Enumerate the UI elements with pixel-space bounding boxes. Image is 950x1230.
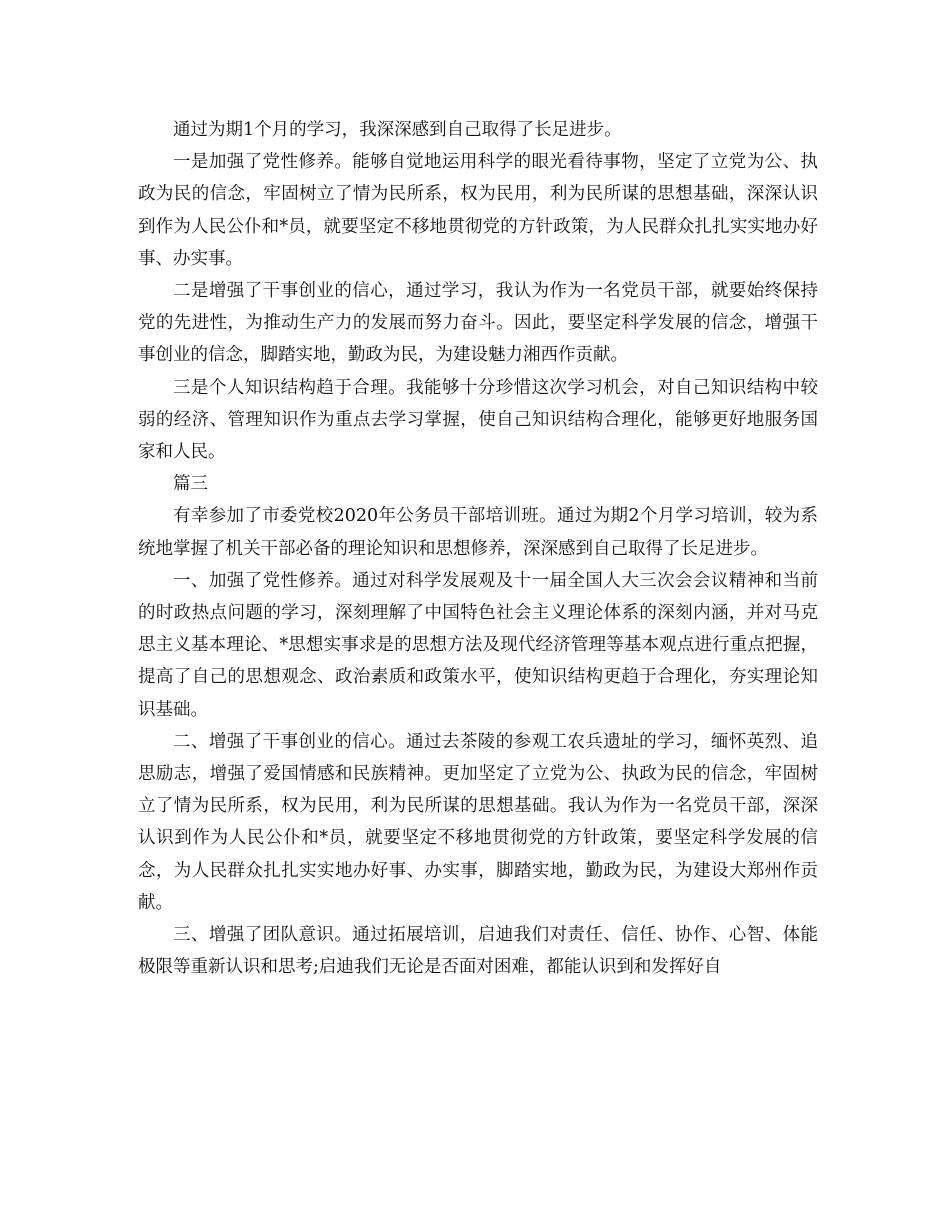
paragraph-point-three: 三、增强了团队意识。通过拓展培训，启迪我们对责任、信任、协作、心智、体能极限等重新认识和思考;启迪我们无论是否面对困难，都能认识到和发挥好自 — [138, 925, 818, 978]
paragraph-intro: 通过为期1个月的学习，我深深感到自己取得了长足进步。 — [173, 120, 622, 140]
paragraph-point-one: 一、加强了党性修养。通过对科学发展观及十一届全国人大三次会会议精神和当前的时政热点问题的学习，深刻理解了中国特色社会主义理论体系的深刻内涵，并对马克思主义基本理论、*思想实事求是的思想方法及现代经济管理等基本观点进行重点把握，提高了自己的思想观念、政治素质和政策水平，使知识结构更趋于合理化，夯实理论知识基础。 — [138, 570, 818, 720]
section-heading-part-three: 篇三 — [173, 474, 208, 495]
paragraph-training-intro: 有幸参加了市委党校2020年公务员干部培训班。通过为期2个月学习培训，较为系统地掌握了机关干部必备的理论知识和思想修养，深深感到自己取得了长足进步。 — [138, 506, 818, 559]
paragraph-point-two: 二、增强了干事创业的信心。通过去茶陵的参观工农兵遗址的学习，缅怀英烈、追思励志，增强了爱国情感和民族精神。更加坚定了立党为公、执政为民的信念，牢固树立了情为民所系，权为民用，利为民所谋的思想基础。我认为作为一名党员干部，深深认识到作为人民公仆和*员，就要坚定不移地贯彻党的方针政策，要坚定科学发展的信念，为人民群众扎扎实实地办好事、办实事，脚踏实地，勤政为民，为建设大郑州作贡献。 — [138, 731, 818, 913]
document-body — [138, 114, 818, 983]
paragraph-party-spirit: 一是加强了党性修养。能够自觉地运用科学的眼光看待事物，坚定了立党为公、执政为民的信念，牢固树立了情为民所系，权为民用，利为民所谋的思想基础，深深认识到作为人民公仆和*员，就要坚定不移地贯彻党的方针政策，为人民群众扎扎实实地办好事、办实事。 — [138, 152, 818, 269]
paragraph-confidence: 二是增强了干事创业的信心，通过学习，我认为作为一名党员干部，就要始终保持党的先进性，为推动生产力的发展而努力奋斗。因此，要坚定科学发展的信念，增强干事创业的信念，脚踏实地，勤政为民，为建设魅力湘西作贡献。 — [138, 281, 818, 366]
paragraph-knowledge: 三是个人知识结构趋于合理。我能够十分珍惜这次学习机会，对自己知识结构中较弱的经济、管理知识作为重点去学习掌握，使自己知识结构合理化，能够更好地服务国家和人民。 — [138, 377, 818, 463]
